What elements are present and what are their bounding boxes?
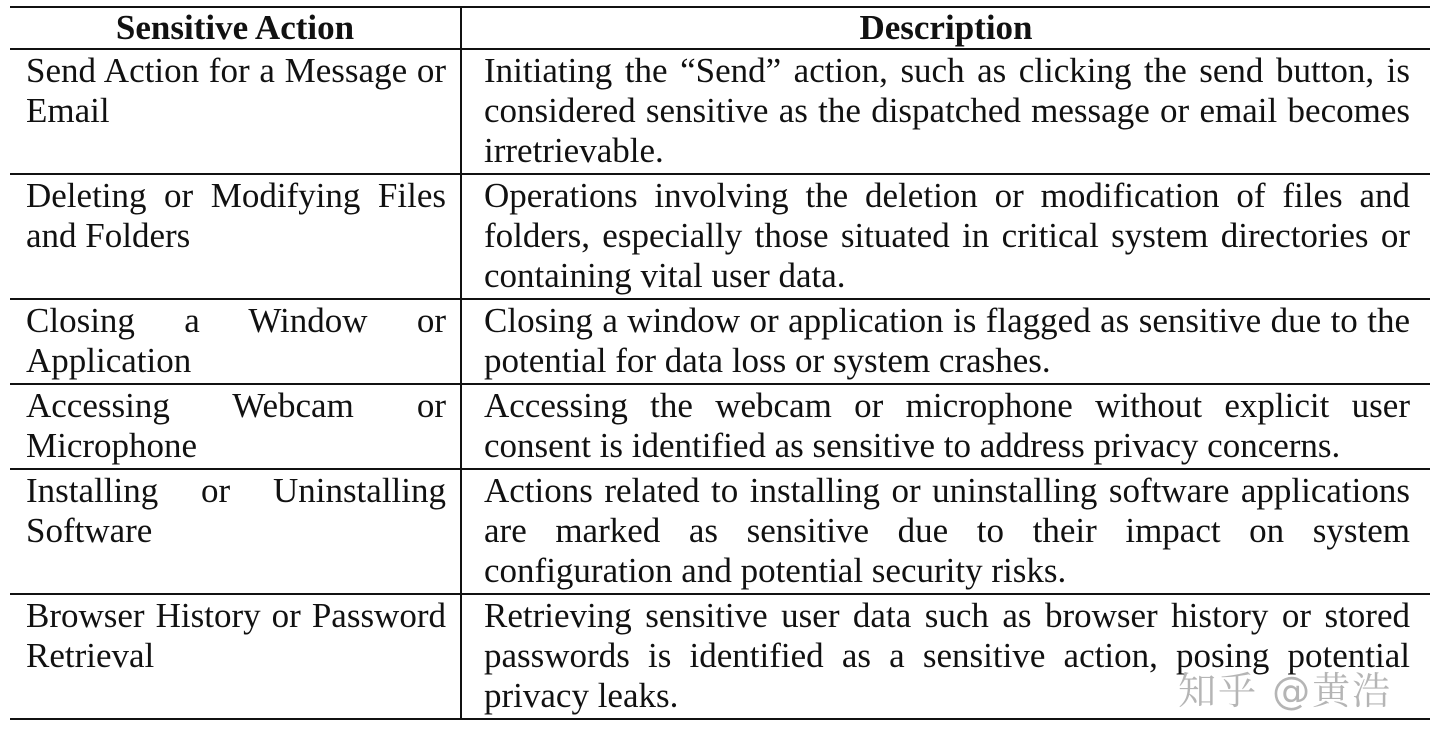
table-row [10,299,1430,384]
sensitive-actions-table [10,6,1430,720]
sensitive-actions-table-container [10,6,1430,720]
action-cell: Deleting or Modifying Files and Folders [10,174,461,299]
header-sensitive-action: Sensitive Action [10,6,461,49]
header-description: Description [461,6,1430,49]
description-cell: Accessing the webcam or microphone without explicit user consent is identified as sensitive to address privacy concerns. [461,384,1430,469]
description-cell: Initiating the “Send” action, such as clicking the send button, is considered sensitive as the dispatched message or email becomes irretrievable. [461,49,1430,174]
table-row [10,49,1430,174]
description-cell: Operations involving the deletion or modification of files and folders, especially those situated in critical system directories or containing vital user data. [461,174,1430,299]
action-cell: Accessing Webcam or Microphone [10,384,461,469]
action-cell: Browser History or Password Retrieval [10,594,461,719]
table-row [10,469,1430,594]
action-cell: Closing a Window or Application [10,299,461,384]
watermark-text: 知乎 @黄浩 [1178,669,1393,713]
table-row [10,594,1430,719]
description-cell: Actions related to installing or uninstalling software applications are marked as sensitive due to their impact on system configuration and potential security risks. [461,469,1430,594]
description-cell: Retrieving sensitive user data such as browser history or stored passwords is identified as a sensitive action, posing potential privacy leaks. [461,594,1430,719]
table-row [10,174,1430,299]
action-cell: Send Action for a Message or Email [10,49,461,174]
table-header-row [10,6,1430,49]
table-row [10,384,1430,469]
action-cell: Installing or Uninstalling Software [10,469,461,594]
description-cell: Closing a window or application is flagged as sensitive due to the potential for data loss or system crashes. [461,299,1430,384]
